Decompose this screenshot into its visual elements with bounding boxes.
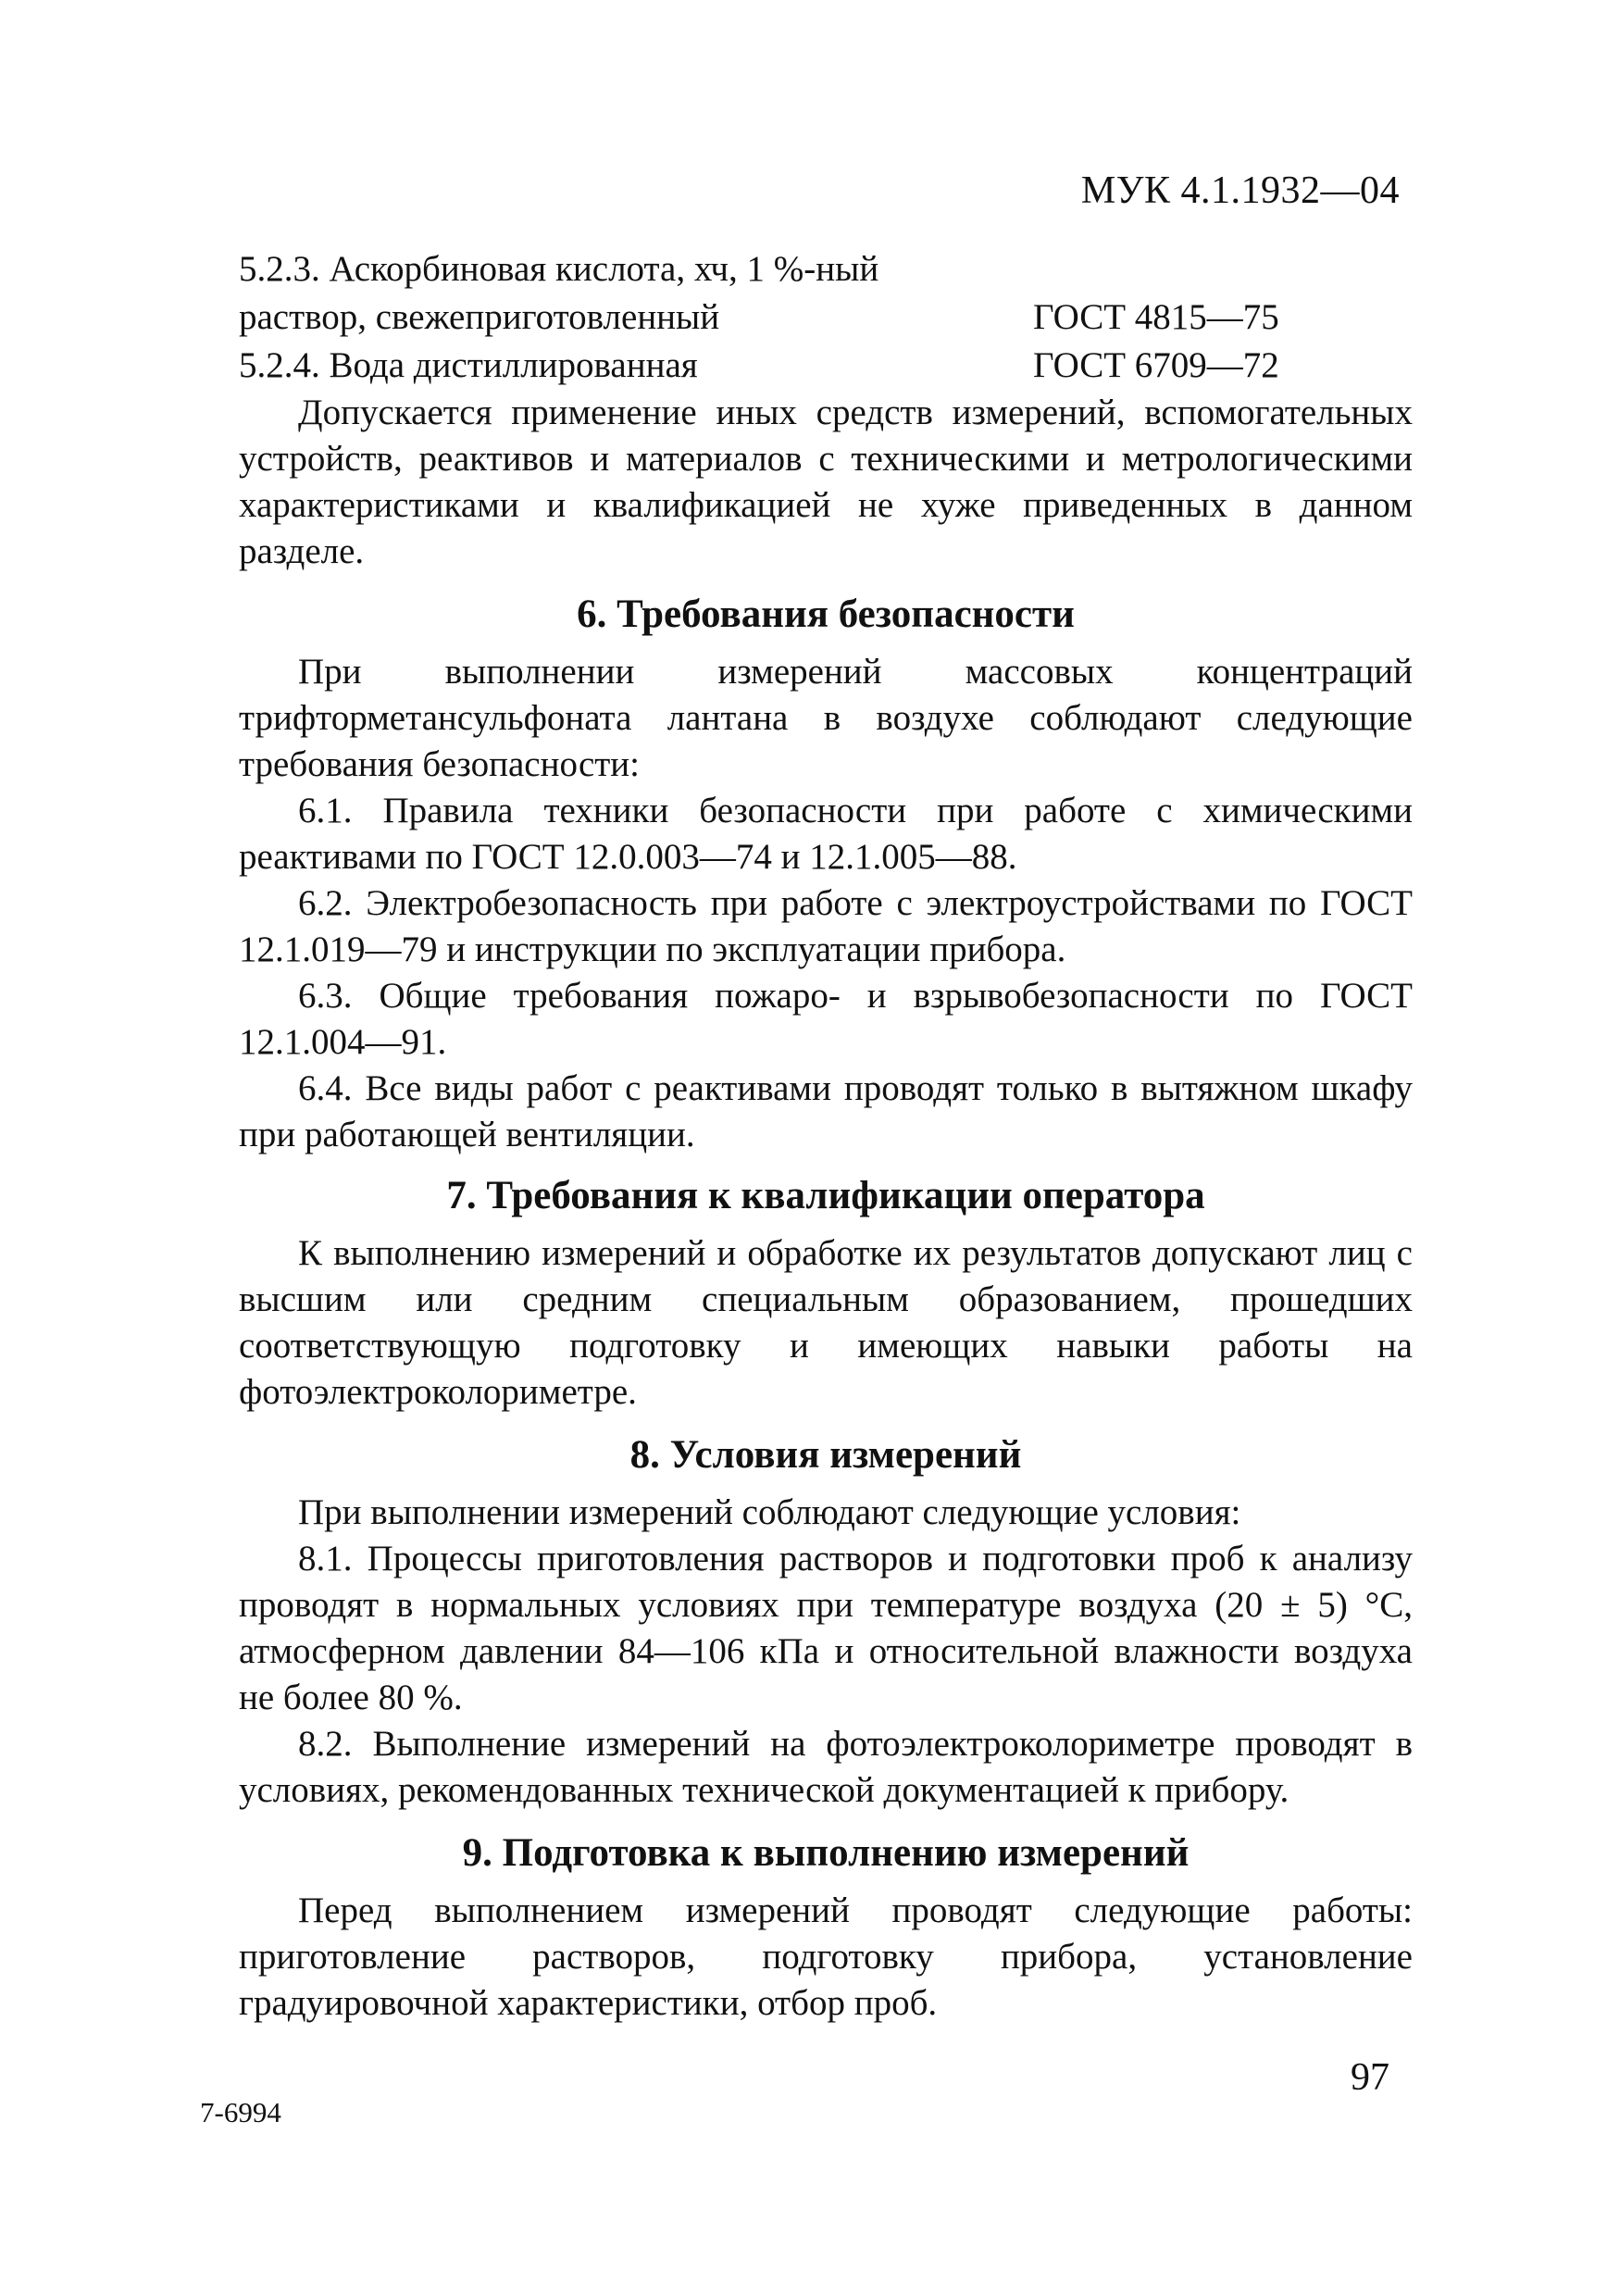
section-6-paragraph: 6.2. Электробезопасность при работе с электроустройствами по ГОСТ 12.1.019—79 и инструкции по эксплуатации прибора. — [239, 883, 1413, 969]
page-content — [239, 245, 1413, 2027]
section-9-title: 9. Подготовка к выполнению измерений — [462, 1831, 1190, 1875]
reagent-name: раствор, свежеприготовленный — [239, 297, 720, 337]
section-9-paragraph: Перед выполнением измерений проводят следующие работы: приготовление растворов, подготовку прибора, установление градуировочной характеристики, отбор проб. — [239, 1890, 1413, 2023]
page-number: 97 — [1351, 2056, 1389, 2099]
reagent-row — [239, 342, 1413, 390]
reagent-row — [239, 245, 1413, 293]
reagent-standard: ГОСТ 4815—75 — [1033, 297, 1279, 337]
section-8-title: 8. Условия измерений — [629, 1433, 1022, 1477]
intro-paragraph: Допускается применение иных средств измерений, вспомогательных устройств, реактивов и материалов с техническими и метрологическими характеристиками и квалификацией не хуже приведенных в данном разделе. — [239, 393, 1413, 571]
reagent-row — [239, 293, 1413, 342]
section-6-title: 6. Требования безопасности — [577, 593, 1075, 636]
reagents-list — [239, 245, 1413, 390]
section-8-paragraph: 8.2. Выполнение измерений на фотоэлектроколориметре проводят в условиях, рекомендованных технической документацией к прибору. — [239, 1724, 1413, 1810]
section-7-paragraph: К выполнению измерений и обработке их результатов допускают лиц с высшим или средним специальным образованием, прошедших соответствующую подготовку и имеющих навыки работы на фотоэлектроколориметре. — [239, 1233, 1413, 1412]
section-7-title: 7. Требования к квалификации оператора — [446, 1174, 1205, 1217]
section-8-paragraph: При выполнении измерений соблюдают следующие условия: — [298, 1492, 1241, 1532]
section-6-paragraph: 6.3. Общие требования пожаро- и взрывобезопасности по ГОСТ 12.1.004—91. — [239, 976, 1413, 1062]
section-6-paragraph: 6.4. Все виды работ с реактивами проводят только в вытяжном шкафу при работающей вентиляции. — [239, 1068, 1413, 1154]
reagent-name: 5.2.3. Аскорбиновая кислота, хч, 1 %-ный — [239, 249, 879, 289]
section-6-paragraph: При выполнении измерений массовых концентраций трифторметансульфоната лантана в воздухе соблюдают следующие требования безопасности: — [239, 652, 1413, 784]
reagent-name: 5.2.4. Вода дистиллированная — [239, 345, 698, 385]
print-code: 7-6994 — [200, 2096, 281, 2128]
section-6-paragraph: 6.1. Правила техники безопасности при работе с химическими реактивами по ГОСТ 12.0.003—74 и 12.1.005—88. — [239, 791, 1413, 877]
section-8-paragraph: 8.1. Процессы приготовления растворов и подготовки проб к анализу проводят в нормальных условиях при температуре воздуха (20 ± 5) °С, атмосферном давлении 84—106 кПа и относительной влажности воздуха не более 80 %. — [239, 1539, 1413, 1717]
document-code-header: МУК 4.1.1932—04 — [1080, 169, 1400, 212]
reagent-standard: ГОСТ 6709—72 — [1033, 345, 1279, 385]
